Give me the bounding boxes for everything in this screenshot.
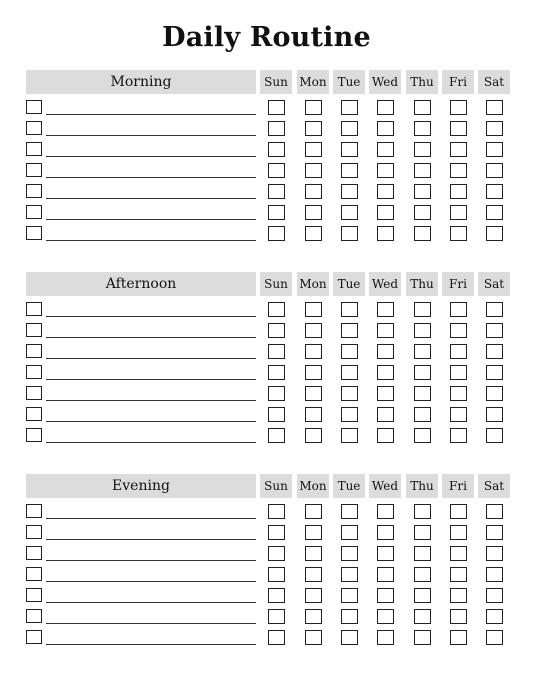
- day-checkbox-fri[interactable]: [450, 609, 467, 624]
- task-write-line[interactable]: [46, 156, 256, 157]
- section-header: Morning: [26, 70, 256, 94]
- section-afternoon: [0, 272, 533, 452]
- day-checkbox-mon[interactable]: [305, 100, 322, 115]
- day-checkbox-thu[interactable]: [414, 588, 431, 603]
- day-checkbox-thu[interactable]: [414, 121, 431, 136]
- day-checkbox-thu[interactable]: [414, 546, 431, 561]
- day-checkbox-sun[interactable]: [268, 588, 285, 603]
- task-checkbox[interactable]: [26, 121, 42, 135]
- day-checkbox-fri[interactable]: [450, 323, 467, 338]
- day-checkbox-thu[interactable]: [414, 525, 431, 540]
- day-checkbox-fri[interactable]: [450, 588, 467, 603]
- day-checkbox-fri[interactable]: [450, 121, 467, 136]
- task-checkbox[interactable]: [26, 609, 42, 623]
- day-checkbox-sun[interactable]: [268, 407, 285, 422]
- day-checkbox-fri[interactable]: [450, 504, 467, 519]
- task-row: [0, 405, 533, 426]
- day-checkbox-wed[interactable]: [377, 121, 394, 136]
- day-checkbox-tue[interactable]: [341, 386, 358, 401]
- task-row: [0, 321, 533, 342]
- task-checkbox[interactable]: [26, 546, 42, 560]
- day-header-mon: Mon: [297, 70, 329, 94]
- day-header-thu: Thu: [406, 474, 438, 498]
- day-checkbox-mon[interactable]: [305, 121, 322, 136]
- task-write-line[interactable]: [46, 442, 256, 443]
- day-checkbox-thu[interactable]: [414, 205, 431, 220]
- day-checkbox-sat[interactable]: [486, 142, 503, 157]
- day-header-tue: Tue: [333, 70, 365, 94]
- day-checkbox-tue[interactable]: [341, 100, 358, 115]
- day-checkbox-tue[interactable]: [341, 344, 358, 359]
- task-row: [0, 119, 533, 140]
- day-header-wed: Wed: [369, 70, 401, 94]
- day-checkbox-sat[interactable]: [486, 525, 503, 540]
- day-checkbox-fri[interactable]: [450, 226, 467, 241]
- day-checkbox-mon[interactable]: [305, 365, 322, 380]
- task-row: [0, 140, 533, 161]
- day-checkbox-tue[interactable]: [341, 121, 358, 136]
- day-checkbox-wed[interactable]: [377, 567, 394, 582]
- day-header-sun: Sun: [260, 474, 292, 498]
- day-checkbox-mon[interactable]: [305, 407, 322, 422]
- day-checkbox-thu[interactable]: [414, 323, 431, 338]
- day-checkbox-thu[interactable]: [414, 184, 431, 199]
- day-header-sun: Sun: [260, 272, 292, 296]
- task-write-line[interactable]: [46, 539, 256, 540]
- task-write-line[interactable]: [46, 135, 256, 136]
- task-row: [0, 342, 533, 363]
- day-checkbox-sun[interactable]: [268, 302, 285, 317]
- day-checkbox-sat[interactable]: [486, 100, 503, 115]
- task-write-line[interactable]: [46, 400, 256, 401]
- day-checkbox-tue[interactable]: [341, 428, 358, 443]
- day-checkbox-sat[interactable]: [486, 609, 503, 624]
- day-checkbox-wed[interactable]: [377, 100, 394, 115]
- day-checkbox-sun[interactable]: [268, 142, 285, 157]
- day-checkbox-sun[interactable]: [268, 386, 285, 401]
- task-write-line[interactable]: [46, 219, 256, 220]
- day-checkbox-sun[interactable]: [268, 504, 285, 519]
- task-checkbox[interactable]: [26, 567, 42, 581]
- day-header-thu: Thu: [406, 70, 438, 94]
- day-checkbox-tue[interactable]: [341, 546, 358, 561]
- day-checkbox-mon[interactable]: [305, 504, 322, 519]
- day-checkbox-sat[interactable]: [486, 184, 503, 199]
- task-write-line[interactable]: [46, 379, 256, 380]
- day-checkbox-mon[interactable]: [305, 323, 322, 338]
- task-write-line[interactable]: [46, 644, 256, 645]
- task-checkbox[interactable]: [26, 344, 42, 358]
- day-checkbox-fri[interactable]: [450, 407, 467, 422]
- day-checkbox-sun[interactable]: [268, 323, 285, 338]
- page-title: Daily Routine: [162, 22, 371, 53]
- day-checkbox-fri[interactable]: [450, 525, 467, 540]
- day-checkbox-tue[interactable]: [341, 323, 358, 338]
- day-checkbox-tue[interactable]: [341, 184, 358, 199]
- task-write-line[interactable]: [46, 240, 256, 241]
- task-write-line[interactable]: [46, 114, 256, 115]
- day-checkbox-wed[interactable]: [377, 407, 394, 422]
- day-checkbox-wed[interactable]: [377, 525, 394, 540]
- day-checkbox-tue[interactable]: [341, 407, 358, 422]
- day-header-tue: Tue: [333, 474, 365, 498]
- day-checkbox-sun[interactable]: [268, 609, 285, 624]
- task-checkbox[interactable]: [26, 428, 42, 442]
- day-checkbox-sun[interactable]: [268, 567, 285, 582]
- day-checkbox-tue[interactable]: [341, 609, 358, 624]
- task-row: [0, 628, 533, 649]
- task-write-line[interactable]: [46, 316, 256, 317]
- task-checkbox[interactable]: [26, 302, 42, 316]
- day-checkbox-sun[interactable]: [268, 205, 285, 220]
- day-checkbox-sat[interactable]: [486, 205, 503, 220]
- day-header-sat: Sat: [478, 474, 510, 498]
- day-checkbox-tue[interactable]: [341, 567, 358, 582]
- task-checkbox[interactable]: [26, 525, 42, 539]
- day-checkbox-tue[interactable]: [341, 365, 358, 380]
- day-checkbox-fri[interactable]: [450, 630, 467, 645]
- day-checkbox-wed[interactable]: [377, 205, 394, 220]
- day-checkbox-sat[interactable]: [486, 365, 503, 380]
- task-checkbox[interactable]: [26, 365, 42, 379]
- day-checkbox-sun[interactable]: [268, 525, 285, 540]
- task-write-line[interactable]: [46, 581, 256, 582]
- day-checkbox-mon[interactable]: [305, 163, 322, 178]
- day-checkbox-wed[interactable]: [377, 630, 394, 645]
- task-checkbox[interactable]: [26, 407, 42, 421]
- task-write-line[interactable]: [46, 518, 256, 519]
- day-checkbox-mon[interactable]: [305, 525, 322, 540]
- task-row: [0, 161, 533, 182]
- task-checkbox[interactable]: [26, 205, 42, 219]
- day-checkbox-fri[interactable]: [450, 184, 467, 199]
- day-checkbox-fri[interactable]: [450, 386, 467, 401]
- day-checkbox-mon[interactable]: [305, 428, 322, 443]
- day-checkbox-wed[interactable]: [377, 428, 394, 443]
- task-row: [0, 607, 533, 628]
- task-row: [0, 363, 533, 384]
- day-checkbox-wed[interactable]: [377, 386, 394, 401]
- day-checkbox-wed[interactable]: [377, 184, 394, 199]
- day-checkbox-fri[interactable]: [450, 163, 467, 178]
- day-checkbox-thu[interactable]: [414, 407, 431, 422]
- task-row: [0, 224, 533, 245]
- day-checkbox-sun[interactable]: [268, 630, 285, 645]
- day-checkbox-sat[interactable]: [486, 588, 503, 603]
- day-checkbox-thu[interactable]: [414, 504, 431, 519]
- day-checkbox-mon[interactable]: [305, 226, 322, 241]
- day-header-sat: Sat: [478, 70, 510, 94]
- task-row: [0, 384, 533, 405]
- task-row: [0, 182, 533, 203]
- task-write-line[interactable]: [46, 560, 256, 561]
- task-write-line[interactable]: [46, 198, 256, 199]
- day-checkbox-mon[interactable]: [305, 302, 322, 317]
- day-checkbox-mon[interactable]: [305, 546, 322, 561]
- day-checkbox-wed[interactable]: [377, 302, 394, 317]
- day-checkbox-sun[interactable]: [268, 226, 285, 241]
- day-checkbox-wed[interactable]: [377, 226, 394, 241]
- day-checkbox-wed[interactable]: [377, 546, 394, 561]
- task-row: [0, 502, 533, 523]
- day-checkbox-sun[interactable]: [268, 344, 285, 359]
- day-checkbox-sat[interactable]: [486, 546, 503, 561]
- day-checkbox-wed[interactable]: [377, 344, 394, 359]
- day-checkbox-sun[interactable]: [268, 428, 285, 443]
- day-checkbox-sat[interactable]: [486, 407, 503, 422]
- day-checkbox-sat[interactable]: [486, 121, 503, 136]
- task-write-line[interactable]: [46, 358, 256, 359]
- day-checkbox-mon[interactable]: [305, 344, 322, 359]
- task-row: [0, 523, 533, 544]
- day-checkbox-thu[interactable]: [414, 386, 431, 401]
- day-checkbox-fri[interactable]: [450, 567, 467, 582]
- day-checkbox-mon[interactable]: [305, 588, 322, 603]
- task-checkbox[interactable]: [26, 323, 42, 337]
- day-checkbox-thu[interactable]: [414, 365, 431, 380]
- day-header-mon: Mon: [297, 272, 329, 296]
- task-row: [0, 586, 533, 607]
- day-checkbox-wed[interactable]: [377, 323, 394, 338]
- day-checkbox-sat[interactable]: [486, 428, 503, 443]
- section-header: Afternoon: [26, 272, 256, 296]
- day-checkbox-thu[interactable]: [414, 344, 431, 359]
- task-checkbox[interactable]: [26, 142, 42, 156]
- day-header-sat: Sat: [478, 272, 510, 296]
- day-checkbox-sun[interactable]: [268, 163, 285, 178]
- day-checkbox-mon[interactable]: [305, 609, 322, 624]
- task-row: [0, 300, 533, 321]
- day-checkbox-fri[interactable]: [450, 205, 467, 220]
- day-header-wed: Wed: [369, 272, 401, 296]
- day-checkbox-wed[interactable]: [377, 588, 394, 603]
- day-checkbox-thu[interactable]: [414, 142, 431, 157]
- day-checkbox-wed[interactable]: [377, 365, 394, 380]
- section-header: Evening: [26, 474, 256, 498]
- task-row: [0, 203, 533, 224]
- day-checkbox-wed[interactable]: [377, 142, 394, 157]
- day-checkbox-tue[interactable]: [341, 163, 358, 178]
- day-checkbox-sat[interactable]: [486, 344, 503, 359]
- day-header-wed: Wed: [369, 474, 401, 498]
- day-checkbox-sun[interactable]: [268, 184, 285, 199]
- day-checkbox-tue[interactable]: [341, 588, 358, 603]
- day-checkbox-tue[interactable]: [341, 504, 358, 519]
- day-checkbox-mon[interactable]: [305, 184, 322, 199]
- day-checkbox-sat[interactable]: [486, 163, 503, 178]
- day-checkbox-mon[interactable]: [305, 630, 322, 645]
- day-checkbox-mon[interactable]: [305, 142, 322, 157]
- day-checkbox-sat[interactable]: [486, 386, 503, 401]
- day-checkbox-sat[interactable]: [486, 630, 503, 645]
- day-checkbox-tue[interactable]: [341, 630, 358, 645]
- day-checkbox-fri[interactable]: [450, 365, 467, 380]
- task-checkbox[interactable]: [26, 588, 42, 602]
- task-checkbox[interactable]: [26, 386, 42, 400]
- task-checkbox[interactable]: [26, 504, 42, 518]
- section-morning: [0, 70, 533, 250]
- day-header-sun: Sun: [260, 70, 292, 94]
- day-checkbox-fri[interactable]: [450, 302, 467, 317]
- day-checkbox-wed[interactable]: [377, 163, 394, 178]
- day-checkbox-thu[interactable]: [414, 630, 431, 645]
- day-checkbox-sun[interactable]: [268, 121, 285, 136]
- task-checkbox[interactable]: [26, 100, 42, 114]
- day-checkbox-thu[interactable]: [414, 428, 431, 443]
- task-checkbox[interactable]: [26, 163, 42, 177]
- task-write-line[interactable]: [46, 177, 256, 178]
- day-checkbox-sun[interactable]: [268, 546, 285, 561]
- day-checkbox-wed[interactable]: [377, 504, 394, 519]
- day-checkbox-fri[interactable]: [450, 142, 467, 157]
- task-write-line[interactable]: [46, 337, 256, 338]
- day-checkbox-sun[interactable]: [268, 365, 285, 380]
- day-checkbox-thu[interactable]: [414, 226, 431, 241]
- day-checkbox-sat[interactable]: [486, 302, 503, 317]
- day-checkbox-tue[interactable]: [341, 226, 358, 241]
- day-header-fri: Fri: [442, 272, 474, 296]
- day-checkbox-tue[interactable]: [341, 142, 358, 157]
- day-checkbox-fri[interactable]: [450, 546, 467, 561]
- day-checkbox-thu[interactable]: [414, 163, 431, 178]
- day-checkbox-wed[interactable]: [377, 609, 394, 624]
- day-checkbox-thu[interactable]: [414, 100, 431, 115]
- day-checkbox-sat[interactable]: [486, 567, 503, 582]
- task-checkbox[interactable]: [26, 226, 42, 240]
- day-checkbox-sat[interactable]: [486, 323, 503, 338]
- task-checkbox[interactable]: [26, 184, 42, 198]
- day-header-fri: Fri: [442, 70, 474, 94]
- day-checkbox-mon[interactable]: [305, 567, 322, 582]
- day-header-tue: Tue: [333, 272, 365, 296]
- day-checkbox-thu[interactable]: [414, 567, 431, 582]
- day-checkbox-thu[interactable]: [414, 609, 431, 624]
- day-header-thu: Thu: [406, 272, 438, 296]
- task-write-line[interactable]: [46, 602, 256, 603]
- day-checkbox-thu[interactable]: [414, 302, 431, 317]
- task-write-line[interactable]: [46, 623, 256, 624]
- day-checkbox-tue[interactable]: [341, 525, 358, 540]
- day-checkbox-mon[interactable]: [305, 205, 322, 220]
- day-checkbox-sun[interactable]: [268, 100, 285, 115]
- day-checkbox-fri[interactable]: [450, 344, 467, 359]
- section-evening: [0, 474, 533, 654]
- day-checkbox-fri[interactable]: [450, 428, 467, 443]
- day-header-fri: Fri: [442, 474, 474, 498]
- task-checkbox[interactable]: [26, 630, 42, 644]
- task-row: [0, 426, 533, 447]
- task-row: [0, 98, 533, 119]
- day-checkbox-tue[interactable]: [341, 302, 358, 317]
- day-header-mon: Mon: [297, 474, 329, 498]
- day-checkbox-sat[interactable]: [486, 226, 503, 241]
- day-checkbox-fri[interactable]: [450, 100, 467, 115]
- task-row: [0, 565, 533, 586]
- day-checkbox-tue[interactable]: [341, 205, 358, 220]
- task-row: [0, 544, 533, 565]
- day-checkbox-mon[interactable]: [305, 386, 322, 401]
- task-write-line[interactable]: [46, 421, 256, 422]
- day-checkbox-sat[interactable]: [486, 504, 503, 519]
